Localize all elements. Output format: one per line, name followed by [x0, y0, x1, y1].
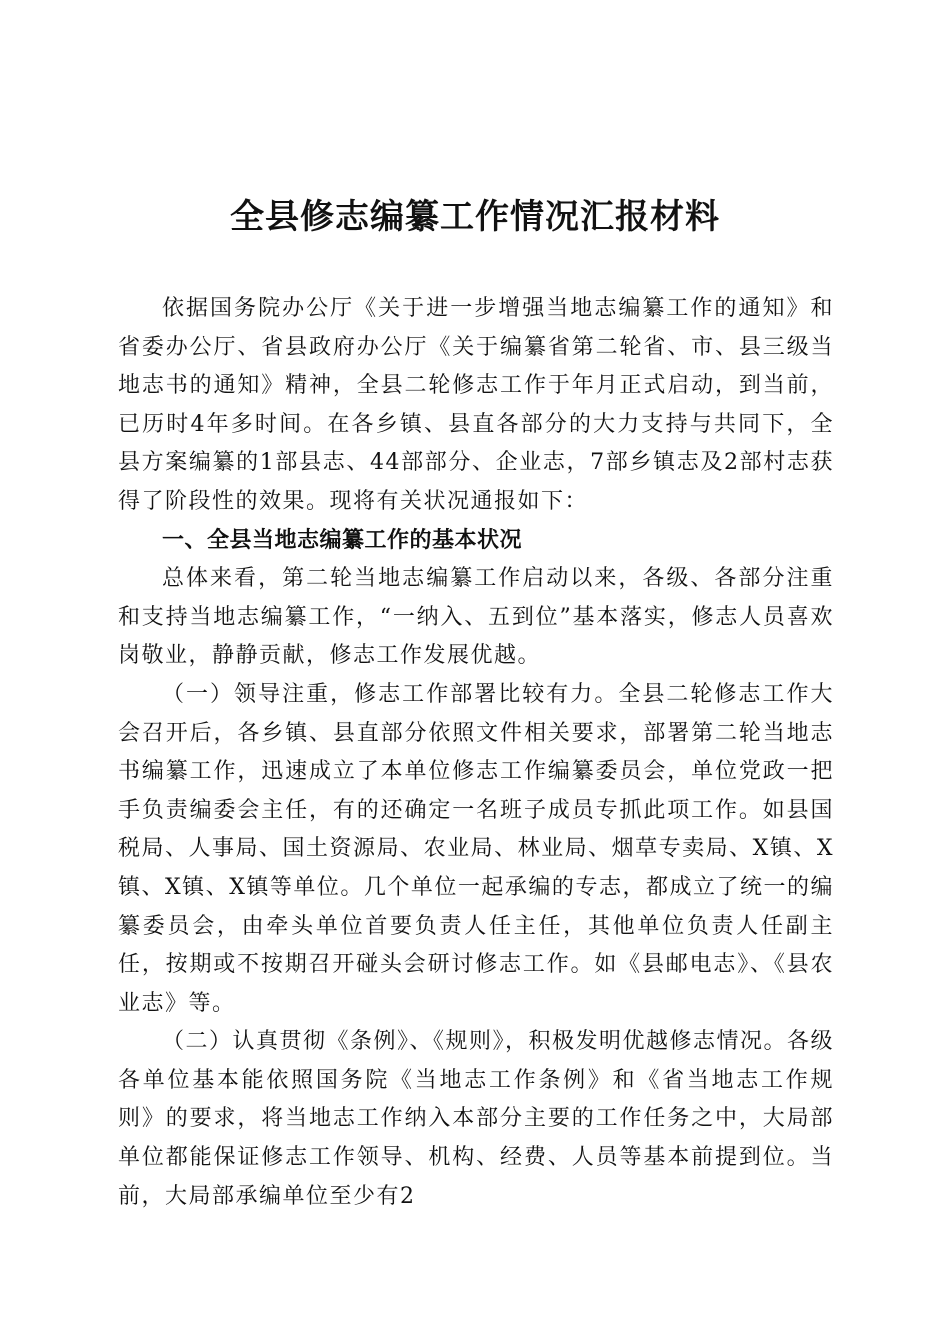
subsection-2-paragraph: （二）认真贯彻《条例》、《规则》，积极发明优越修志情况。各级各单位基本能依照国务院《当地志工作条例》和《省当地志工作规则》的要求，将当地志工作纳入本部分主要的工作任务之中，大局部单位都能保证修志工作领导、机构、经费、人员等基本前提到位。当前，大局部承编单位至少有2	[118, 1029, 835, 1209]
document-title: 全县修志编纂工作情况汇报材料	[230, 197, 720, 237]
overview-paragraph: 总体来看，第二轮当地志编纂工作启动以来，各级、各部分注重和支持当地志编纂工作，“一纳入、五到位”基本落实，修志人员喜欢岗敬业，静静贡献，修志工作发展优越。	[118, 566, 834, 669]
intro-paragraph: 依据国务院办公厅《关于进一步增强当地志编纂工作的通知》和省委办公厅、省县政府办公厅《关于编纂省第二轮省、市、县三级当地志书的通知》精神，全县二轮修志工作于年月正式启动，到当前，已历时4年多时间。在各乡镇、县直各部分的大力支持与共同下，全县方案编纂的1部县志、44部部分、企业志，7部乡镇志及2部村志获得了阶段性的效果。现将有关状况通报如下：	[118, 296, 834, 514]
document-body	[118, 290, 834, 1216]
subsection-1-paragraph: （一）领导注重，修志工作部署比较有力。全县二轮修志工作大会召开后，各乡镇、县直部分依照文件相关要求，部署第二轮当地志书编纂工作，迅速成立了本单位修志工作编纂委员会，单位党政一把手负责编委会主任，有的还确定一名班子成员专抓此项工作。如县国税局、人事局、国土资源局、农业局、林业局、烟草专卖局、X镇、X镇、X镇、X镇等单位。几个单位一起承编的专志，都成立了统一的编纂委员会，由牵头单位首要负责人任主任，其他单位负责人任副主任，按期或不按期召开碰头会研讨修志工作。如《县邮电志》、《县农业志》等。	[118, 681, 834, 1016]
section-heading: 一、全县当地志编纂工作的基本状况	[162, 527, 523, 553]
